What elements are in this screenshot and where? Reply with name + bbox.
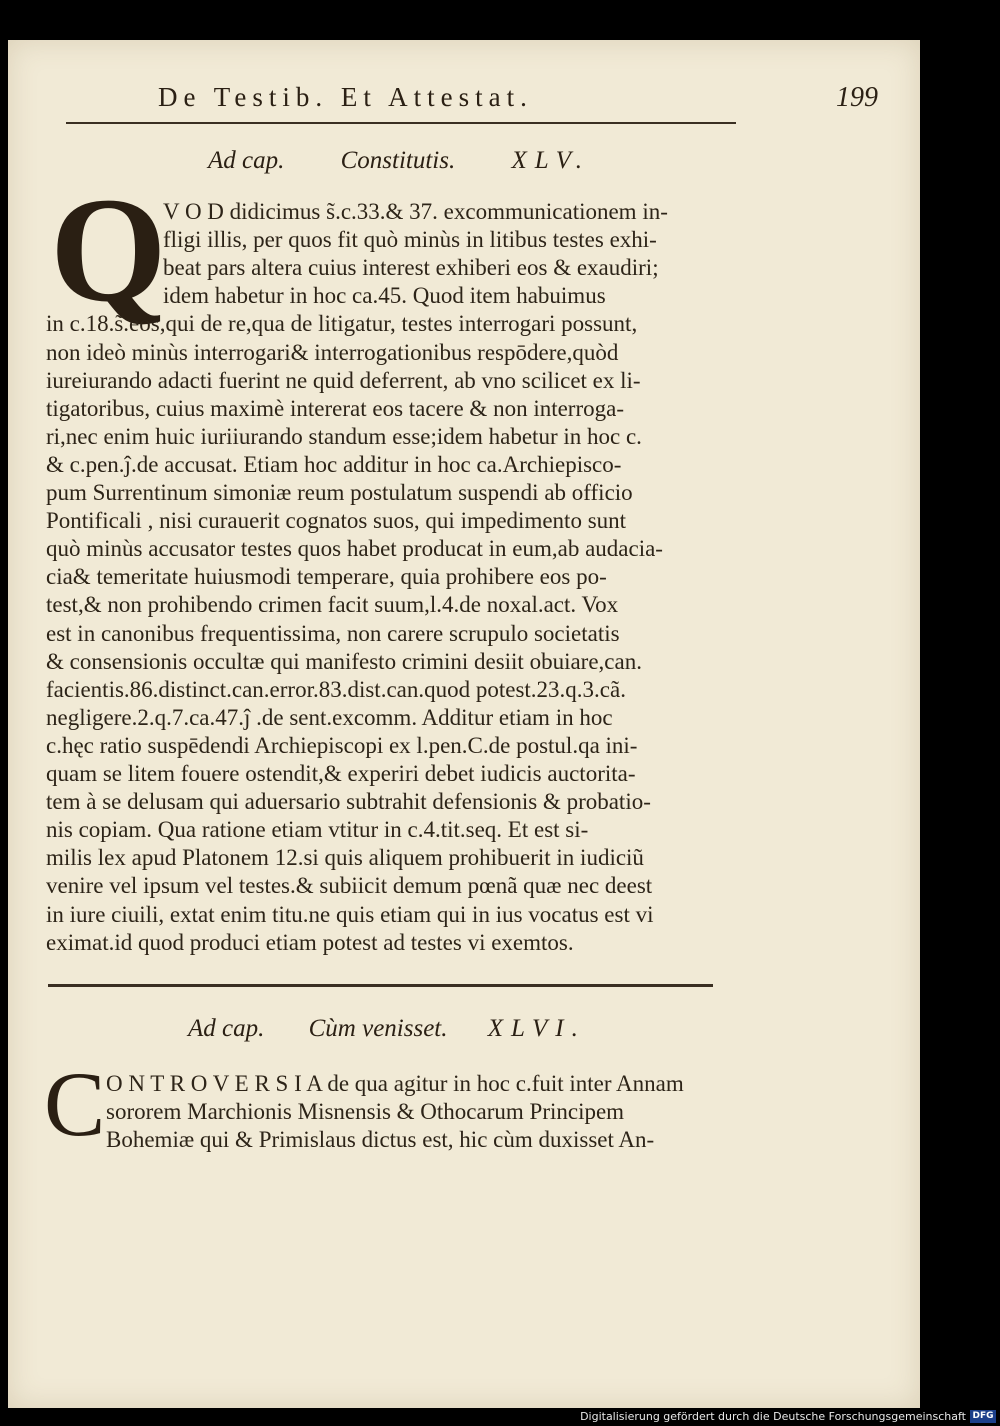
- heading-title: Constitutis.: [340, 147, 456, 174]
- funding-credit: Digitalisierung gefördert durch die Deutsche Forschungsgemeinschaft: [580, 1410, 966, 1423]
- book-page: [8, 40, 920, 1408]
- text-line: & consensionis occultæ qui manifesto crimini desiit obuiare,can.: [46, 648, 642, 674]
- text-line: cia& temeritate huiusmodi temperare, quia prohibere eos po-: [46, 564, 607, 590]
- section-heading-xlv: [208, 147, 590, 175]
- text-line: tem à se delusam qui aduersario subtrahit defensionis & probatio-: [46, 789, 651, 815]
- text-line: iureiurando adacti fuerint ne quid deferrent, ab vno scilicet ex li-: [46, 367, 641, 393]
- page-number: 199: [836, 82, 878, 113]
- text-line: est in canonibus frequentissima, non carere scrupulo societatis: [46, 620, 620, 646]
- text-line: V O D didicimus s̃.c.33.& 37. excommunicationem in-: [163, 199, 668, 224]
- text-line: non ideò minùs interrogari& interrogationibus respōdere,quòd: [46, 339, 619, 365]
- text-line: Bohemiæ qui & Primislaus dictus est, hic cùm duxisset An-: [106, 1127, 655, 1153]
- text-line: pum Surrentinum simoniæ reum postulatum suspendi ab officio: [46, 480, 633, 505]
- running-title: De Testib. Et Attestat.: [158, 82, 533, 112]
- text-line: ri,nec enim huic iuriiurando standum esse;idem habetur in hoc c.: [46, 423, 642, 449]
- section-divider: [48, 984, 713, 987]
- heading-title: Cùm venisset.: [308, 1015, 448, 1042]
- heading-ad-cap: Ad cap.: [208, 147, 285, 174]
- text-line: nis copiam. Qua ratione etiam vtitur in c.4.tit.seq. Et est si-: [46, 817, 589, 843]
- heading-number: XLVI.: [487, 1015, 586, 1042]
- drop-cap-c: C: [44, 1053, 106, 1155]
- text-line: in iure ciuili, extat enim titu.ne quis etiam qui in ius vocatus est vi: [46, 901, 654, 927]
- text-line: facientis.86.distinct.can.error.83.dist.can.quod potest.23.q.3.cã.: [46, 676, 626, 702]
- running-header: [158, 82, 878, 118]
- text-line: & c.pen.ĵ.de accusat. Etiam hoc additur in hoc ca.Archiepisco-: [46, 451, 622, 477]
- drop-cap-q: Q: [50, 167, 167, 333]
- text-line: milis lex apud Platonem 12.si quis aliquem prohibuerit in iudiciũ: [46, 845, 644, 871]
- text-line: beat pars altera cuius interest exhiberi eos & exaudiri;: [163, 255, 659, 281]
- text-line: in c.18.s̃.eos,qui de re,qua de litigatur, testes interrogari possunt,: [46, 311, 638, 337]
- text-line: eximat.id quod produci etiam potest ad testes vi exemtos.: [46, 929, 574, 955]
- text-line: fligi illis, per quos fit quò minùs in litibus testes exhi-: [163, 227, 657, 253]
- dfg-logo: DFG: [970, 1410, 996, 1423]
- text-line: Pontificali , nisi curauerit cognatos suos, qui impedimento sunt: [46, 508, 627, 534]
- text-line: tigatoribus, cuius maximè intererat eos tacere & non interroga-: [46, 395, 624, 421]
- header-rule: [66, 122, 736, 124]
- heading-number: XLV.: [511, 147, 591, 174]
- text-line: idem habetur in hoc ca.45. Quod item habuimus: [163, 283, 606, 309]
- text-line: sororem Marchionis Misnensis & Othocarum Principem: [106, 1099, 625, 1125]
- text-line: test,& non prohibendo crimen facit suum,l.4.de noxal.act. Vox: [46, 592, 619, 618]
- text-line: quam se litem fouere ostendit,& experiri debet iudicis auctorita-: [46, 761, 636, 786]
- heading-ad-cap: Ad cap.: [188, 1015, 265, 1042]
- text-line: negligere.2.q.7.ca.47.ĵ .de sent.excomm. Additur etiam in hoc: [46, 704, 613, 730]
- text-line: O N T R O V E R S I A de qua agitur in hoc c.fuit inter Annam: [106, 1071, 684, 1096]
- text-line: quò minùs accusator testes quos habet producat in eum,ab audacia-: [46, 536, 663, 562]
- section-heading-xlvi: [188, 1015, 586, 1043]
- text-line: c.hęc ratio suspēdendi Archiepiscopi ex l.pen.C.de postul.qa ini-: [46, 732, 638, 758]
- text-line: venire vel ipsum vel testes.& subiicit demum pœnã quæ nec deest: [46, 873, 653, 899]
